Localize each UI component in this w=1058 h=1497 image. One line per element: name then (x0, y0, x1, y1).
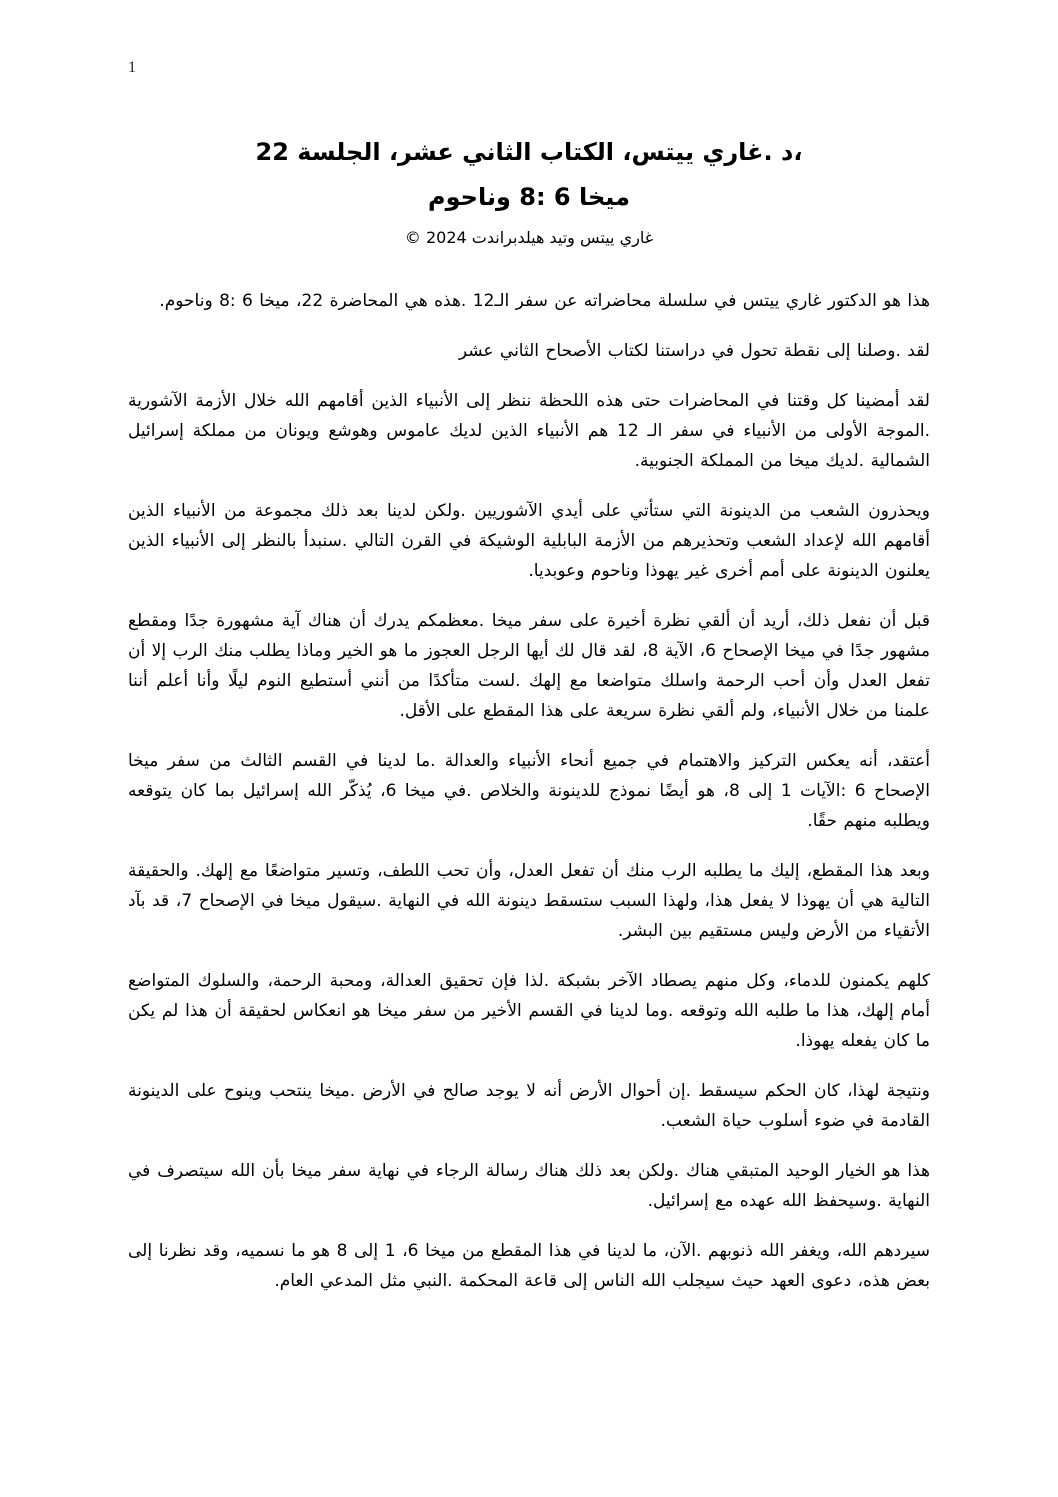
copyright-line: غاري ييتس وتيد هيلدبراندت 2024 © (404, 228, 654, 247)
body-paragraph-1: هذا هو الدكتور غاري ييتس في سلسلة محاضراته عن سفر الـ12 .هذه هي المحاضرة 22، ميخا 6 :8 وناحوم. (159, 291, 930, 311)
body-paragraph-5: قبل أن نفعل ذلك، أريد أن ألقي نظرة أخيرة على سفر ميخا .معظمكم يدرك أن هناك آية مشهورة جدًا ومقطع مشهور جدًا في ميخا الإصحاح 6، الآية 8، لقد قال لك أيها الرجل العجوز ما هو الخير وماذا يطلب منك الرب إلا أن تفعل العدل وأن أحب الرحمة واسلك متواضعا مع إلهك .لست متأكدًا من أنني أستطيع النوم ليلًا وأنا أعلم أننا علمنا من خلال الأنبياء، ولم ألقي نظرة سريعة على هذا المقطع على الأقل. (128, 611, 930, 721)
body-paragraph-2: لقد .وصلنا إلى نقطة تحول في دراستنا لكتاب الأصحاح الثاني عشر (458, 341, 930, 361)
title-block (128, 130, 930, 250)
document-body (128, 286, 930, 1296)
body-paragraph-9: ونتيجة لهذا، كان الحكم سيسقط .إن أحوال الأرض أنه لا يوجد صالح في الأرض .ميخا ينتحب وينوح على الدينونة القادمة في ضوء أسلوب حياة الشعب. (128, 1081, 930, 1131)
body-paragraph-8: كلهم يكمنون للدماء، وكل منهم يصطاد الآخر بشبكة .لذا فإن تحقيق العدالة، ومحبة الرحمة، والسلوك المتواضع أمام إلهك، هذا ما طلبه الله وتوقعه .وما لدينا في القسم الأخير من سفر ميخا هو انعكاس لحقيقة أن هذا لم يكن ما كان يفعله يهوذا. (128, 971, 930, 1051)
body-paragraph-11: سيردهم الله، ويغفر الله ذنوبهم .الآن، ما لدينا في هذا المقطع من ميخا 6، 1 إلى 8 هو ما نسميه، وقد نظرنا إلى بعض هذه، دعوى العهد حيث سيجلب الله الناس إلى قاعة المحكمة .النبي مثل المدعي العام. (128, 1241, 931, 1291)
body-paragraph-6: أعتقد، أنه يعكس التركيز والاهتمام في جميع أنحاء الأنبياء والعدالة .ما لدينا في القسم الثالث من سفر ميخا الإصحاح 6 :الآيات 1 إلى 8، هو أيضًا نموذج للدينونة والخلاص .في ميخا 6، يُذكّر الله إسرائيل بما كان يتوقعه ويطلبه منهم حقًا. (128, 751, 931, 831)
body-paragraph-7: وبعد هذا المقطع، إليك ما يطلبه الرب منك أن تفعل العدل، وأن تحب اللطف، وتسير متواضعًا مع إلهك. والحقيقة التالية هي أن يهوذا لا يفعل هذا، ولهذا السبب ستسقط دينونة الله في النهاية .سيقول ميخا في الإصحاح 7، قد بآد الأتقياء من الأرض وليس مستقيم بين البشر. (128, 861, 931, 941)
body-paragraph-4: ويحذرون الشعب من الدينونة التي ستأتي على أيدي الآشوريين .ولكن لدينا بعد ذلك مجموعة من الأنبياء الذين أقامهم الله لإعداد الشعب وتحذيرهم من الأزمة البابلية الوشيكة في القرن التالي .سنبدأ بالنظر إلى الأنبياء الذين يعلنون الدينونة على أمم أخرى غير يهوذا وناحوم وعوبديا. (128, 501, 930, 581)
page-number: 1 (128, 59, 136, 76)
body-paragraph-10: هذا هو الخيار الوحيد المتبقي هناك .ولكن بعد ذلك هناك رسالة الرجاء في نهاية سفر ميخا بأن الله سيتصرف في النهاية .وسيحفظ الله عهده مع إسرائيل. (128, 1161, 930, 1211)
document-title-line-2: ميخا 6 :8 وناحوم (428, 183, 630, 211)
body-paragraph-3: لقد أمضينا كل وقتنا في المحاضرات حتى هذه اللحظة ننظر إلى الأنبياء الذين أقامهم الله خلال الأزمة الآشورية .الموجة الأولى من الأنبياء في سفر الـ 12 هم الأنبياء الذين لديك عاموس وهوشع ويونان من مملكة إسرائيل الشمالية .لديك ميخا من المملكة الجنوبية. (128, 391, 930, 471)
document-title-line-1: ،د .غاري ييتس، الكتاب الثاني عشر، الجلسة 22 (255, 138, 803, 166)
